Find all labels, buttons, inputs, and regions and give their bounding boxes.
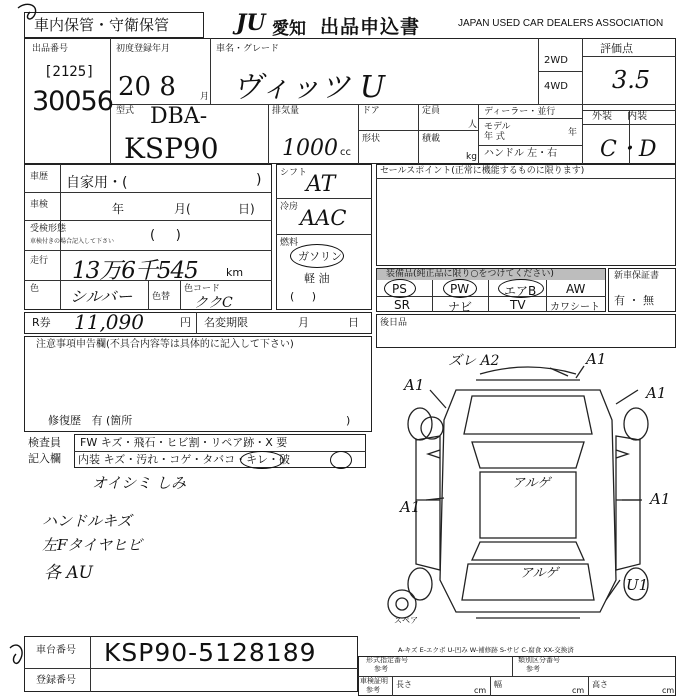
aichi-label: 愛知 (272, 19, 306, 39)
mark-tailgate-alge: アルゲ (520, 566, 559, 581)
new-warranty-value: 有 ・ 無 (614, 294, 654, 307)
history-close: ) (256, 172, 262, 188)
inspector-note4: 各 AU (44, 563, 94, 583)
aircon-label: 冷房 (280, 202, 299, 212)
name-change-day: 日 (348, 316, 359, 329)
model-year-label1: モデル (484, 122, 511, 132)
history-label: 車歴 (30, 172, 49, 182)
first-reg-value: 20 8 (118, 72, 176, 102)
shift-value: AT (306, 172, 336, 197)
mark-roof-alge: アルゲ (512, 476, 551, 491)
drive-2wd: 2WD (544, 55, 568, 66)
equip-sr: SR (394, 298, 410, 312)
damage-legend: A-キズ E-エクボ U-凹み W-補修跡 S-サビ C-腐食 XX-交換済 (398, 646, 574, 654)
spec-cert-ref: 参考 (366, 686, 380, 694)
inspector-label2: 記入欄 (28, 452, 61, 465)
mileage-value: 13万6千545 (72, 258, 198, 284)
model-year-label2: 年 式 (484, 132, 505, 142)
displacement-unit: cc (340, 147, 351, 158)
spare-label: スペア (394, 616, 418, 625)
mark-front-a2: ズレ A2 (448, 353, 500, 369)
spec-form-label: 形式指定番号 (366, 656, 408, 664)
car-name-label: 車名・グレード (216, 44, 280, 54)
model-line1: DBA- (150, 104, 208, 129)
equip-ps: PS (392, 282, 407, 296)
fuel-value1: ガソリン (298, 250, 342, 263)
doors-label: ドア (362, 106, 380, 116)
repair-history: 修復歴 有 (箇所 (48, 414, 133, 427)
equip-tv: TV (510, 298, 526, 312)
shaken-year: 年 (112, 202, 125, 216)
displacement-label: 排気量 (272, 106, 300, 116)
spec-height-unit: cm (662, 686, 675, 695)
car-name-value: ヴィッツ U (232, 70, 386, 105)
spec-length-label: 長さ (396, 680, 412, 689)
storage-label: 車内保管・守衛保管 (34, 16, 170, 34)
spec-class-label: 類別区分番号 (518, 656, 560, 664)
model-line2: KSP90 (124, 132, 219, 165)
color-code-label: 色コード (184, 284, 221, 294)
new-warranty-label: 新車保証書 (614, 271, 660, 281)
fuel-label: 燃料 (280, 238, 299, 248)
first-reg-month: 月 (200, 92, 210, 102)
shape-label: 形状 (362, 134, 381, 144)
model-year-unit: 年 (568, 128, 578, 138)
sales-point-label: セールスポイント(正常に機能するものに限ります) (380, 166, 585, 176)
fuel-value2: 軽 油 (304, 272, 330, 285)
spec-width-label: 幅 (494, 680, 502, 689)
shift-label: シフト (280, 168, 308, 178)
jushin-sub: 車検付きの場合記入して下さい (30, 238, 115, 245)
displacement-value: 1000 (282, 136, 338, 161)
mark-rear-u1: U1 (626, 576, 649, 594)
equip-leather: カワシート (550, 302, 600, 313)
chassis-label: 車台番号 (36, 645, 76, 656)
spec-width-unit: cm (572, 686, 585, 695)
mark-right-fender-a1: A1 (646, 384, 667, 402)
association-name: JAPAN USED CAR DEALERS ASSOCIATION (458, 18, 664, 29)
shaken-month: 月( (174, 202, 191, 216)
lot-number: 30056 (32, 86, 113, 117)
equip-airbag: エアB (504, 284, 537, 298)
reg-no-label: 登録番号 (36, 675, 76, 686)
load-unit: kg (466, 152, 477, 162)
fuel-paren: ( ) (290, 290, 317, 303)
aircon-value: AAC (300, 206, 347, 230)
spec-cert-label: 車検証明 (360, 677, 388, 685)
mark-left-door-a1: A1 (400, 498, 421, 516)
r-ken-value: 11,090 (74, 310, 144, 334)
ju-logo: JU (236, 10, 266, 36)
notes-label: 注意事項申告欄(不具合内容等は具体的に記入して下さい) (36, 339, 294, 350)
r-ken-unit: 円 (180, 316, 191, 329)
capacity-unit: 人 (468, 120, 478, 130)
ext-int-value: C・D (600, 137, 657, 162)
document-title: 出品申込書 (320, 16, 421, 38)
dealer-label: ディーラー・並行 (484, 107, 556, 117)
load-label: 積載 (422, 134, 441, 144)
inspector-note2: ハンドルキズ (42, 512, 132, 530)
color-code-value: ククC (194, 295, 233, 311)
inspector-row1: FW キズ・飛石・ヒビ割・リペア跡・X 要 (80, 436, 288, 449)
shaken-label: 車検 (30, 200, 49, 210)
inspector-label1: 検査員 (28, 436, 61, 449)
spec-height-label: 高さ (592, 680, 608, 689)
color-label: 色 (30, 284, 40, 294)
first-reg-label: 初度登録年月 (116, 44, 171, 54)
spec-length-unit: cm (474, 686, 487, 695)
color-value: シルバー (70, 287, 133, 306)
afterfit-label: 後日品 (380, 318, 408, 328)
lot-label: 出品番号 (32, 44, 69, 54)
lot-sub: [2125] (44, 64, 95, 80)
repair-close: ) (346, 414, 351, 427)
inspector-note1: オイシミ しみ (92, 474, 187, 492)
inspector-row2: 内装 キズ・汚れ・コゲ・タバコ・キレ・破 (78, 453, 291, 466)
score-value: 3.5 (612, 66, 651, 94)
jushin-paren: ( ) (150, 228, 181, 243)
mileage-unit: km (226, 266, 244, 279)
r-ken-label: R券 (32, 316, 51, 329)
equipment-label: 装備品(純正品に限り○をつけてください) (386, 269, 554, 279)
name-change-label: 名変期限 (204, 316, 248, 329)
jushin-label: 受検形態 (30, 224, 67, 234)
color-change-label: 色替 (152, 292, 171, 302)
mark-front-left-a1: A1 (404, 376, 425, 394)
capacity-label: 定員 (422, 106, 441, 116)
mark-front-right-a1: A1 (586, 350, 607, 368)
inspector-note3: 左Fタイヤヒビ (42, 536, 143, 554)
history-value: 自家用・( (66, 175, 128, 191)
handle-label: ハンドル 左・右 (484, 148, 558, 159)
spec-form-ref: 参考 (374, 665, 388, 673)
drive-4wd: 4WD (544, 81, 568, 92)
equip-navi: ナビ (448, 300, 473, 314)
score-label: 評価点 (600, 42, 633, 55)
mark-right-door-a1: A1 (650, 490, 671, 508)
equip-pw: PW (450, 282, 470, 296)
equip-aw: AW (566, 282, 586, 296)
chassis-value: KSP90-5128189 (104, 638, 317, 667)
shaken-day: 日) (238, 202, 255, 216)
ext-int-label: 外装 内装 (592, 111, 648, 122)
name-change-month: 月 (298, 316, 309, 329)
mileage-label: 走行 (30, 256, 49, 266)
model-label: 型式 (116, 106, 135, 116)
spec-class-ref: 参考 (526, 665, 540, 673)
